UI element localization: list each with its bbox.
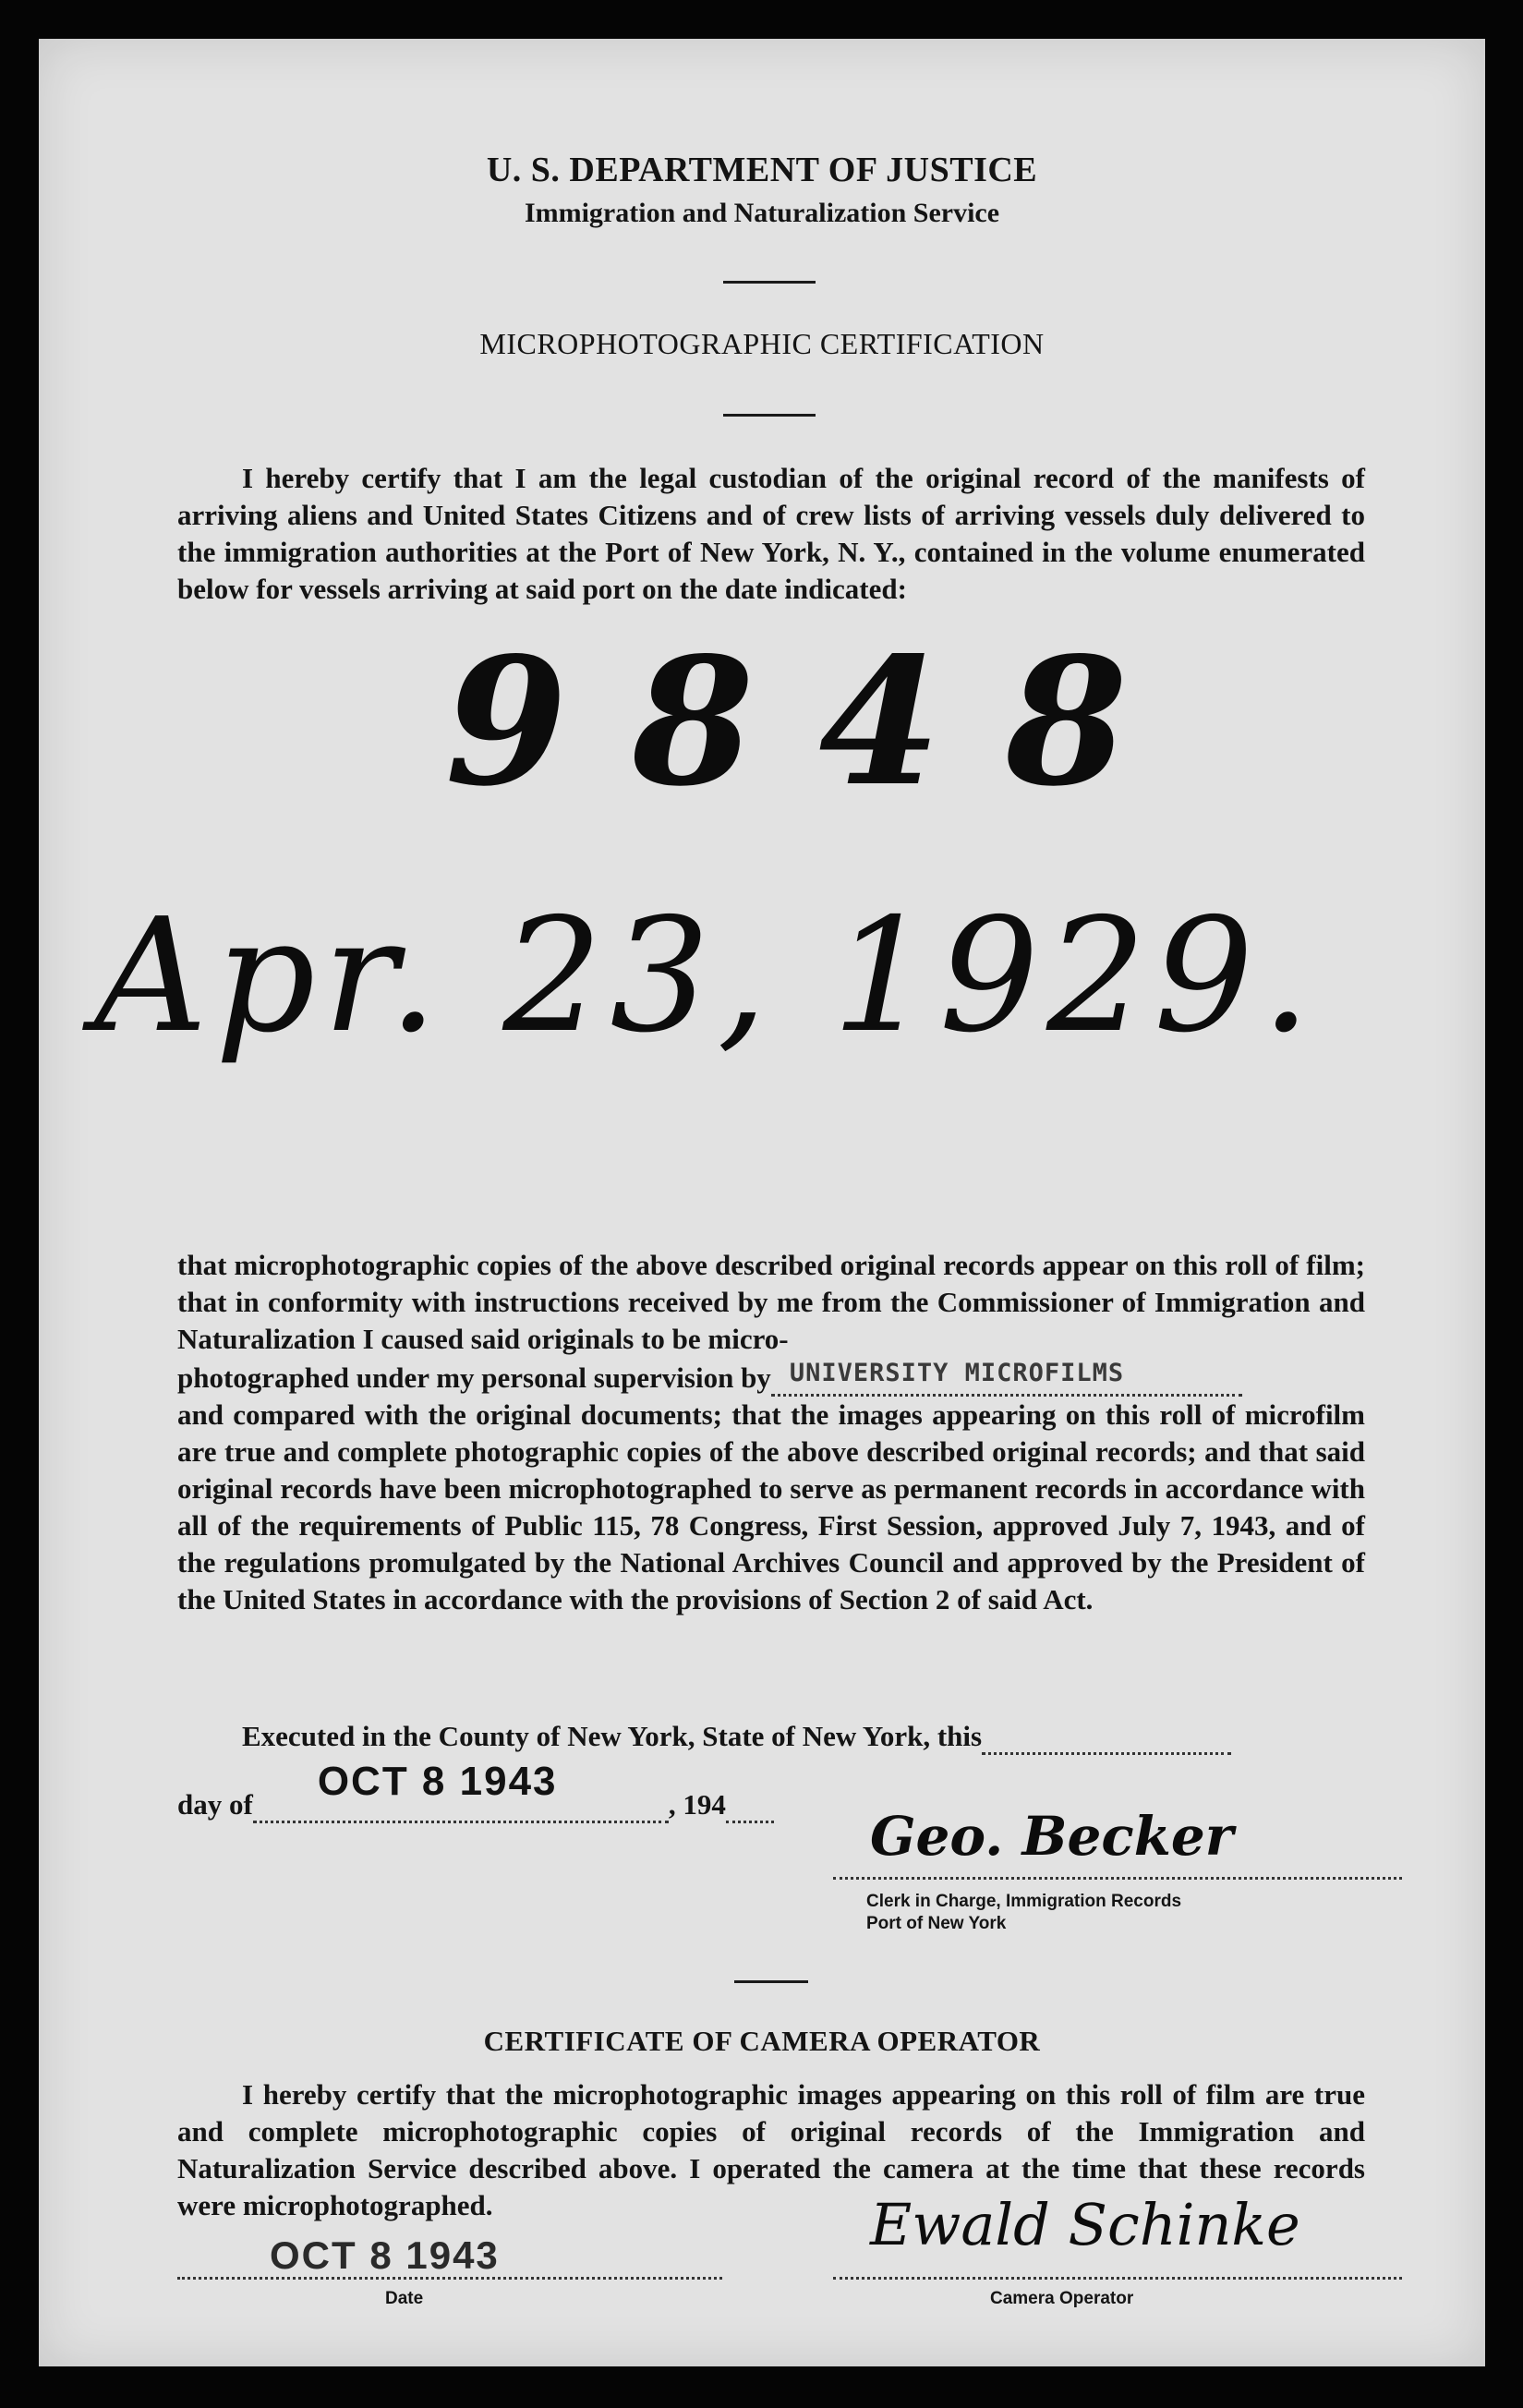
operator-label: Camera Operator bbox=[990, 2289, 1134, 2308]
day-of-line bbox=[177, 1759, 774, 1823]
camera-certificate-title: CERTIFICATE OF CAMERA OPERATOR bbox=[483, 2025, 1041, 2057]
year-field bbox=[726, 1795, 774, 1823]
body-paragraph-3: and compared with the original documents; that the images appearing on this roll of microfilm are true and complete photographic copies of the above described original records; and that said original records have been microphotographed to serve as permanent records in accordance with all of the requirements of Public 115, 78 Congress, First Session, approved July 7, 1943, and of the regulations promulgated by the National Archives Council and approved by the President of the United States in accordance with the provisions of Section 2 of said Act. bbox=[177, 1398, 1365, 1615]
operator-signature: Ewald Schinke bbox=[870, 2191, 1300, 2258]
day-of-field bbox=[253, 1759, 669, 1823]
day-of-text: day of bbox=[177, 1788, 253, 1821]
divider bbox=[734, 1980, 808, 1983]
supervisor-field bbox=[771, 1359, 1242, 1397]
year-prefix: , 194 bbox=[668, 1788, 726, 1821]
date-stamp: OCT 8 1943 bbox=[317, 1759, 558, 1804]
camera-paragraph: I hereby certify that the microphotographic images appearing on this roll of film are true and complete microphotographic copies of original records of the Immigration and Naturalization Service described above. I operated the camera at the time that these records were microphotographed. bbox=[177, 2078, 1365, 2221]
service-subheading: Immigration and Naturalization Service bbox=[524, 198, 1000, 228]
date-label: Date bbox=[385, 2289, 424, 2308]
department-heading: U. S. DEPARTMENT OF JUSTICE bbox=[486, 151, 1038, 189]
volume-number-handwritten: 9848 bbox=[445, 619, 1192, 825]
form-title: MICROPHOTOGRAPHIC CERTIFICATION bbox=[479, 327, 1045, 360]
intro-paragraph: I hereby certify that I am the legal custodian of the original record of the manifests of arriving aliens and United States Citizens and of crew lists of arriving vessels duly delivered to the immigration authorities at the Port of New York, N. Y., contained in the volume enumerated below for vessels arriving at said port on the date indicated: bbox=[177, 462, 1365, 605]
supervision-line bbox=[177, 1360, 1365, 1397]
divider bbox=[723, 281, 816, 284]
executed-line bbox=[242, 1718, 1231, 1755]
divider bbox=[723, 414, 816, 417]
supervisor-stamp: UNIVERSITY MICROFILMS bbox=[789, 1359, 1125, 1387]
supervision-text: photographed under my personal supervision by bbox=[177, 1361, 771, 1394]
arrival-date-handwritten: Apr. 23, 1929. bbox=[94, 885, 1319, 1068]
execution-day-field bbox=[982, 1726, 1231, 1755]
body-paragraph-1: that microphotographic copies of the above described original records appear on this roll of film; that in conformity with instructions received by me from the Commissioner of Immigration and Naturalization I caused said originals to be micro- bbox=[177, 1249, 1365, 1355]
clerk-signature: Geo. Becker bbox=[870, 1805, 1234, 1868]
operator-signature-line bbox=[833, 2277, 1402, 2280]
certificate-page bbox=[39, 39, 1485, 2366]
executed-text: Executed in the County of New York, State of New York, this bbox=[242, 1720, 983, 1752]
clerk-port: Port of New York bbox=[866, 1914, 1007, 1933]
clerk-title: Clerk in Charge, Immigration Records bbox=[866, 1892, 1182, 1911]
clerk-signature-line bbox=[833, 1877, 1402, 1880]
camera-date-stamp: OCT 8 1943 bbox=[270, 2233, 500, 2277]
